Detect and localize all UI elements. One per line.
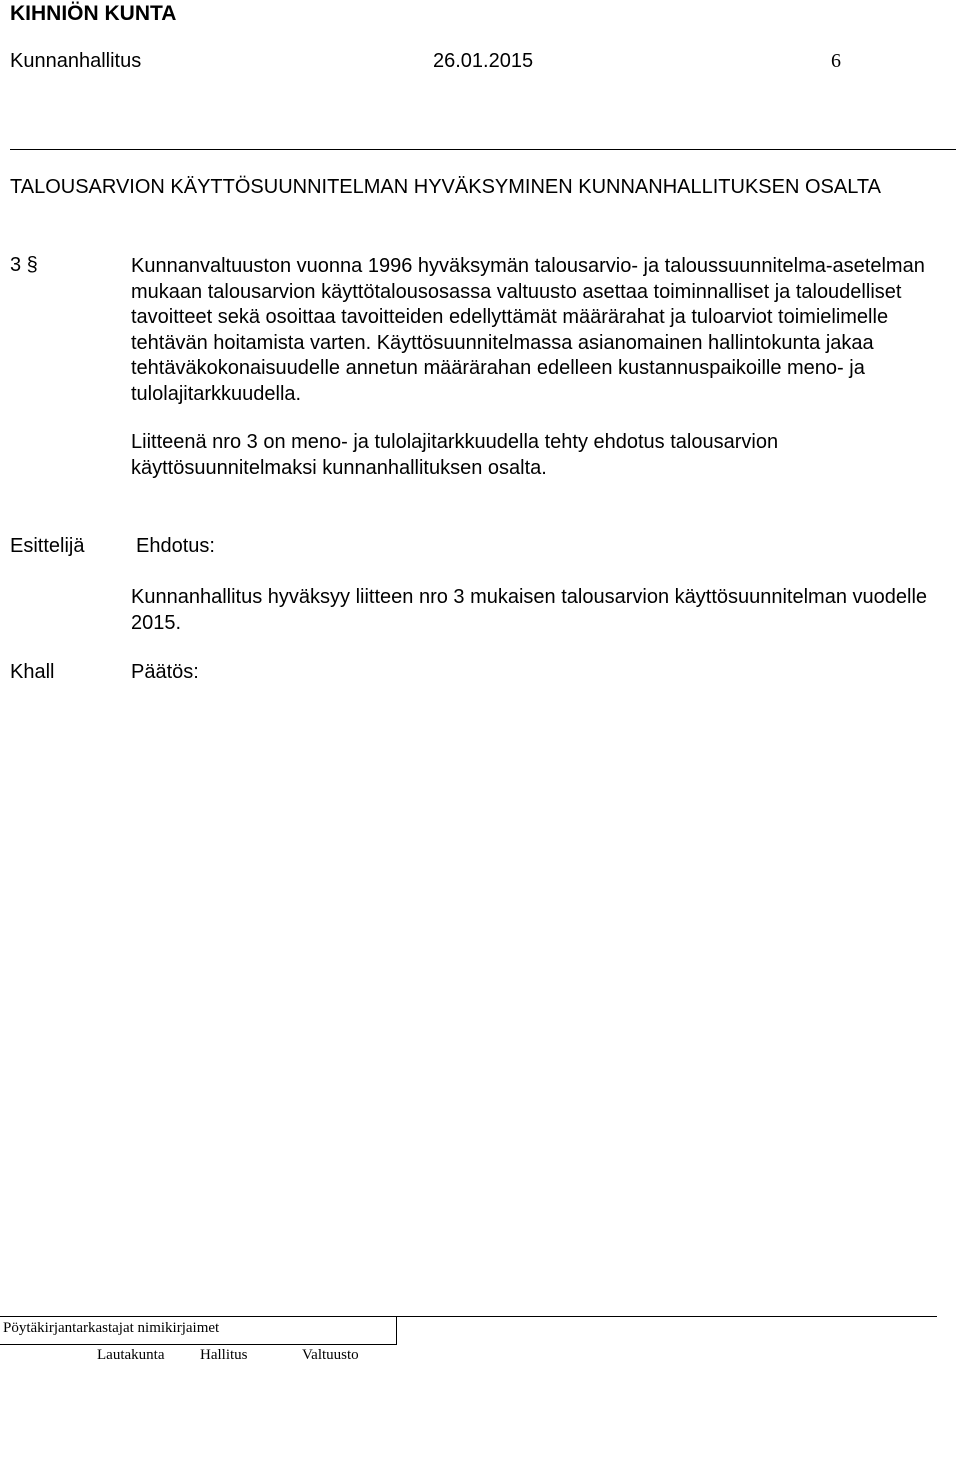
proposal-label: Ehdotus: [136, 535, 215, 557]
background-paragraph: Kunnanvaltuuston vuonna 1996 hyväksymän talousarvio- ja taloussuunnitelma-asetelman mukaan talousarvion käyttötalousosassa valtuusto asettaa toiminnalliset ja taloudelliset tavoitteet sekä osoittaa tavoitteiden edellyttämät määrärahat ja tuloarviot toimielimelle tehtävän hoitamista varten. Käyttösuunnitelmassa asianomainen hallintokunta jakaa tehtäväkokonaisuudelle annetun määrärahan edelleen kustannuspaikoille meno- ja tulolajitarkkuudella. [131, 255, 925, 405]
board-label: Khall [10, 661, 55, 683]
header-divider [10, 149, 956, 150]
attachment-paragraph: Liitteenä nro 3 on meno- ja tulolajitarkkuudella tehty ehdotus talousarvion käyttösuunnitelmaksi kunnanhallituksen osalta. [131, 431, 779, 479]
section-number: 3 § [10, 254, 38, 276]
page-number: 6 [831, 50, 841, 72]
governing-body: Kunnanhallitus [10, 50, 142, 72]
presenter-label: Esittelijä [10, 535, 85, 557]
footer-separator [396, 1316, 397, 1345]
section-title: TALOUSARVION KÄYTTÖSUUNNITELMAN HYVÄKSYMINEN KUNNANHALLITUKSEN OSALTA [10, 176, 881, 198]
footer-column-board: Hallitus [200, 1347, 248, 1363]
meeting-date: 26.01.2015 [433, 50, 534, 72]
footer-column-committee: Lautakunta [97, 1347, 165, 1363]
decision-label: Päätös: [131, 661, 199, 683]
footer-top-rule [0, 1316, 937, 1317]
signature-footer [0, 1313, 960, 1465]
footer-bottom-rule [0, 1344, 397, 1345]
organization-name: KIHNIÖN KUNTA [10, 2, 177, 25]
footer-column-council: Valtuusto [302, 1347, 359, 1363]
proposal-text: Kunnanhallitus hyväksyy liitteen nro 3 mukaisen talousarvion käyttösuunnitelman vuodelle 2015. [131, 586, 928, 634]
initials-title: Pöytäkirjantarkastajat nimikirjaimet [3, 1320, 220, 1336]
